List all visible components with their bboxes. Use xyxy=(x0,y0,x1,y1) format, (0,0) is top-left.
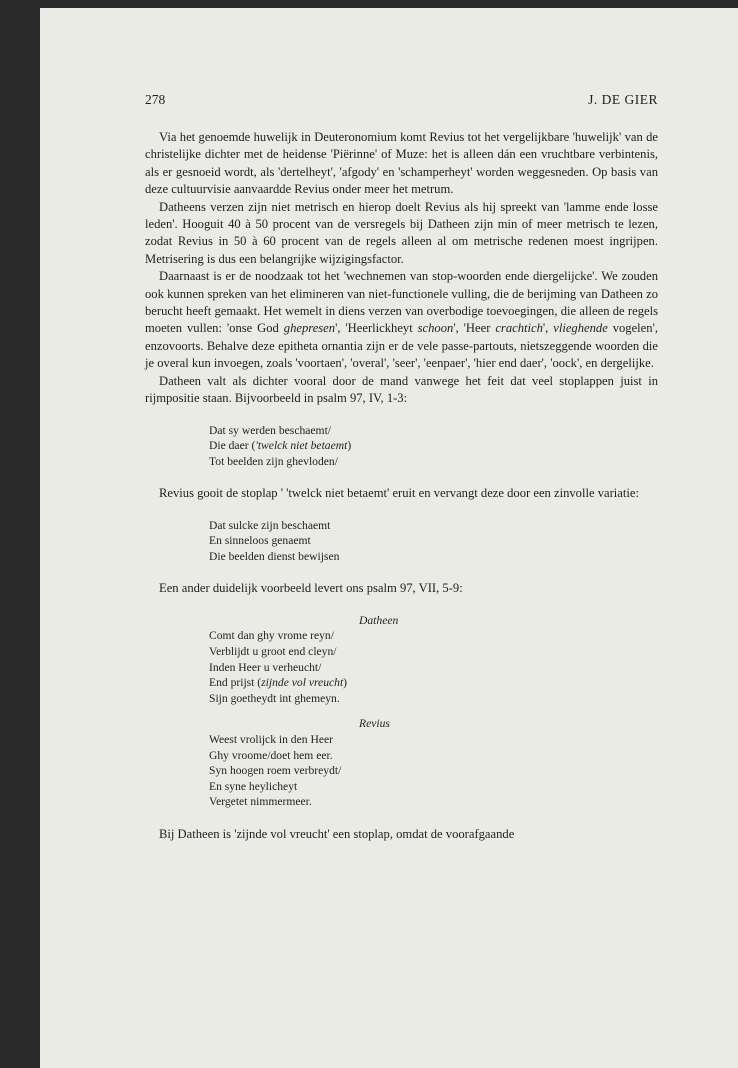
verse-line: Tot beelden zijn ghevloden/ xyxy=(209,454,338,468)
verse-line xyxy=(209,675,658,691)
page xyxy=(40,8,738,1068)
text-run: Die daer ( xyxy=(209,439,256,453)
italic-run: vlieghende xyxy=(553,321,608,336)
paragraph-6: Een ander duidelijk voorbeeld levert ons psalm 97, VII, 5-9: xyxy=(159,581,463,596)
verse-line: Sijn goetheydt int ghemeyn. xyxy=(209,691,340,705)
text-run: End prijst ( xyxy=(209,676,262,690)
text-run: vogelen', enzovoorts. Behalve deze epitheta ornantia zijn er de vele passe-partouts, nietszeggende woorden die je overal kun invoegen, zoals 'voortaen', 'overal', 'seer', 'eenpaer', 'hier end daer', 'oock', en dergelijke. xyxy=(145,321,658,371)
italic-run: ghepresen xyxy=(283,321,336,336)
verse-line: Vergetet nimmermeer. xyxy=(209,795,312,809)
verse-line: En sinneloos genaemt xyxy=(209,534,311,548)
running-header xyxy=(145,92,658,110)
paragraph-1: Via het genoemde huwelijk in Deuteronomium komt Revius tot het vergelijkbare 'huwelijk' van de christelijke dichter met de heidense 'Piërinne' of Muze: het is alleen dán een vruchtbare verbintenis, als er gesnoeid wordt, als 'dertelheyt', 'afgody' en 'schamperheyt' worden weggesneden. Op basis van deze cultuurvisie aanvaardde Revius onder meer het metrum. xyxy=(145,130,658,197)
quote-heading-datheen: Datheen xyxy=(359,613,399,627)
quote-revius-1 xyxy=(209,518,658,565)
paragraph-7: Bij Datheen is 'zijnde vol vreucht' een stoplap, omdat de voorafgaande xyxy=(159,827,515,841)
verse-line: Die beelden dienst bewijsen xyxy=(209,549,340,563)
italic-run: 'twelck niet betaemt xyxy=(255,439,348,453)
verse-line: Syn hoogen roem verbreydt/ xyxy=(209,764,342,778)
text-run: ', 'Heerlickheyt xyxy=(335,321,418,336)
page-number: 278 xyxy=(145,92,166,107)
paragraph-5: Revius gooit de stoplap ' 'twelck niet betaemt' eruit en vervangt deze door een zinvolle variatie: xyxy=(159,486,639,501)
verse-line: Dat sulcke zijn beschaemt xyxy=(209,518,331,532)
verse-line: Verblijdt u groot end cleyn/ xyxy=(209,645,337,659)
body-text xyxy=(145,129,658,843)
quote-heading-revius: Revius xyxy=(359,717,390,731)
italic-run: zijnde vol vreucht xyxy=(261,676,344,690)
verse-line: Ghy vroome/doet hem eer. xyxy=(209,748,333,762)
text-run: ', 'Heer xyxy=(453,321,496,336)
text-run: ) xyxy=(347,439,352,453)
quote-comparison xyxy=(209,613,658,810)
italic-run: schoon xyxy=(417,321,454,336)
verse-line: Weest vrolijck in den Heer xyxy=(209,733,333,747)
text-run: ) xyxy=(343,676,348,690)
text-run: Daarnaast is er de noodzaak tot het 'wechnemen van stop-woorden ende diergelijcke'. We zouden ook kunnen spreken van het elimineren van niet-functionele vulling, die de berijming van Datheen zo berucht heeft gemaakt. Het wemelt in diens verzen van overbodige toevoegingen, die alleen de regels moeten vullen: 'onse God xyxy=(145,269,658,336)
paragraph-3 xyxy=(145,268,658,372)
verse-line: Comt dan ghy vrome reyn/ xyxy=(209,629,334,643)
running-head-author: J. DE GIER xyxy=(588,92,658,107)
quote-datheen-1 xyxy=(209,423,658,470)
paragraph-4: Datheen valt als dichter vooral door de mand vanwege het feit dat veel stoplappen juist in rijmpositie staan. Bijvoorbeeld in psalm 97, IV, 1-3: xyxy=(145,373,658,406)
verse-line: Inden Heer u verheucht/ xyxy=(209,660,322,674)
verse-line xyxy=(209,438,658,454)
verse-line: En syne heylicheyt xyxy=(209,779,298,793)
italic-run: crachtich xyxy=(495,321,543,336)
text-run: ', xyxy=(542,321,554,336)
paragraph-2: Datheens verzen zijn niet metrisch en hierop doelt Revius als hij spreekt van 'lamme ende losse leden'. Hooguit 40 à 50 procent van de versregels bij Datheen zijn min of meer metrisch te lezen, zodat Revius in 50 à 60 procent van de regels alleen al om metrische redenen moest ingrijpen. Metrisering is dus een belangrijke wijzigingsfactor. xyxy=(145,199,658,266)
verse-line: Dat sy werden beschaemt/ xyxy=(209,423,332,437)
